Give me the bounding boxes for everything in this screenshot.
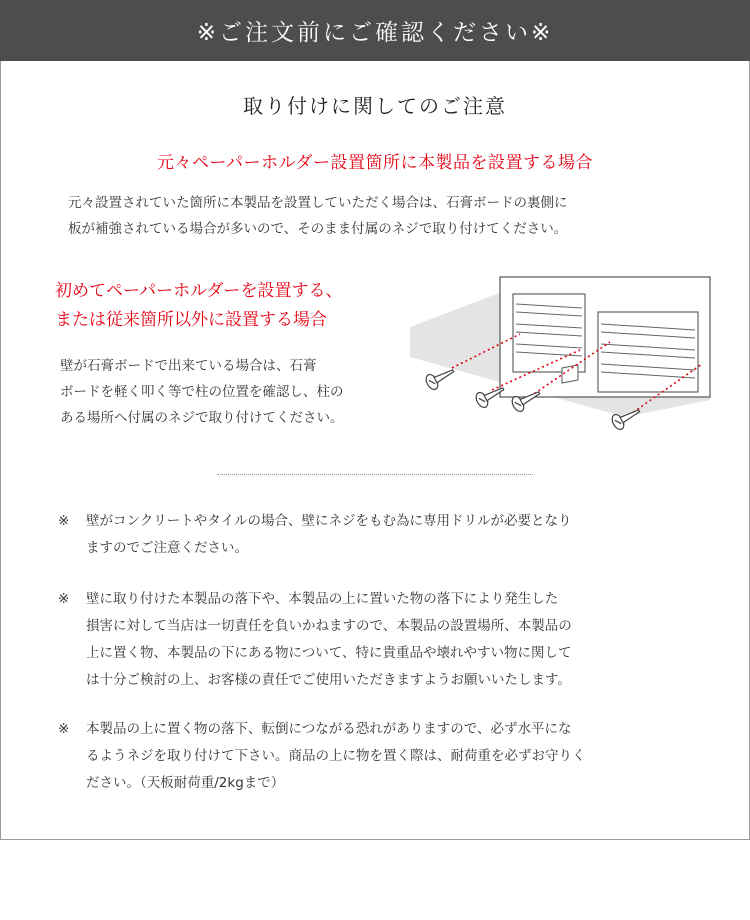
note-line: ださい。（天板耐荷重/2kgまで） <box>86 775 285 791</box>
section1-body-line: 板が補強されている場合が多いので、そのまま付属のネジで取り付けてください。 <box>68 221 568 237</box>
note-line: 壁がコンクリートやタイルの場合、壁にネジをもむ為に専用ドリルが必要となり <box>86 513 572 529</box>
section1-body <box>68 190 698 242</box>
note-item <box>58 508 698 562</box>
note-mark: ※ <box>58 721 70 737</box>
note-item <box>58 586 698 694</box>
note-line: は十分ご検討の上、お客様の責任でご使用いただきますようお願いいたします。 <box>86 672 571 688</box>
note-mark: ※ <box>58 513 70 529</box>
section2-body-line: ボードを軽く叩く等で柱の位置を確認し、柱の <box>60 384 344 400</box>
section2-body-line: ある場所へ付属のネジで取り付けてください。 <box>60 410 344 426</box>
section2-heading-line: または従来箇所以外に設置する場合 <box>55 310 327 330</box>
banner-text: ※ご注文前にご確認ください※ <box>196 20 554 46</box>
note-mark: ※ <box>58 591 70 607</box>
note-line: 壁に取り付けた本製品の落下や、本製品の上に置いた物の落下により発生した <box>86 591 559 607</box>
note-line: 損害に対して当店は一切責任を負いかねますので、本製品の設置場所、本製品の <box>86 618 572 634</box>
section2-body <box>60 353 410 431</box>
note-line: ますのでご注意ください。 <box>86 540 248 556</box>
section2-heading-line: 初めてペーパーホルダーを設置する、 <box>55 281 343 301</box>
note-line: るようネジを取り付けて下さい。商品の上に物を置く際は、耐荷重を必ずお守りく <box>86 748 586 764</box>
note-item <box>58 716 698 797</box>
shelf-screw-mounting-diagram-icon <box>410 272 740 447</box>
section2-body-line: 壁が石膏ボードで出来ている場合は、石膏 <box>60 358 317 374</box>
notice-banner <box>0 0 750 61</box>
note-line: 上に置く物、本製品の下にある物について、特に貴重品や壊れやすい物に関して <box>86 645 572 661</box>
note-line: 本製品の上に置く物の落下、転倒につながる恐れがありますので、必ず水平にな <box>86 721 572 737</box>
section2-heading <box>55 277 415 335</box>
section1-body-line: 元々設置されていた箇所に本製品を設置していただく場合は、石膏ボードの裏側に <box>68 195 568 211</box>
section1-heading: 元々ペーパーホルダー設置箇所に本製品を設置する場合 <box>157 153 593 173</box>
dotted-divider <box>217 474 533 475</box>
page-title: 取り付けに関してのご注意 <box>243 94 507 118</box>
